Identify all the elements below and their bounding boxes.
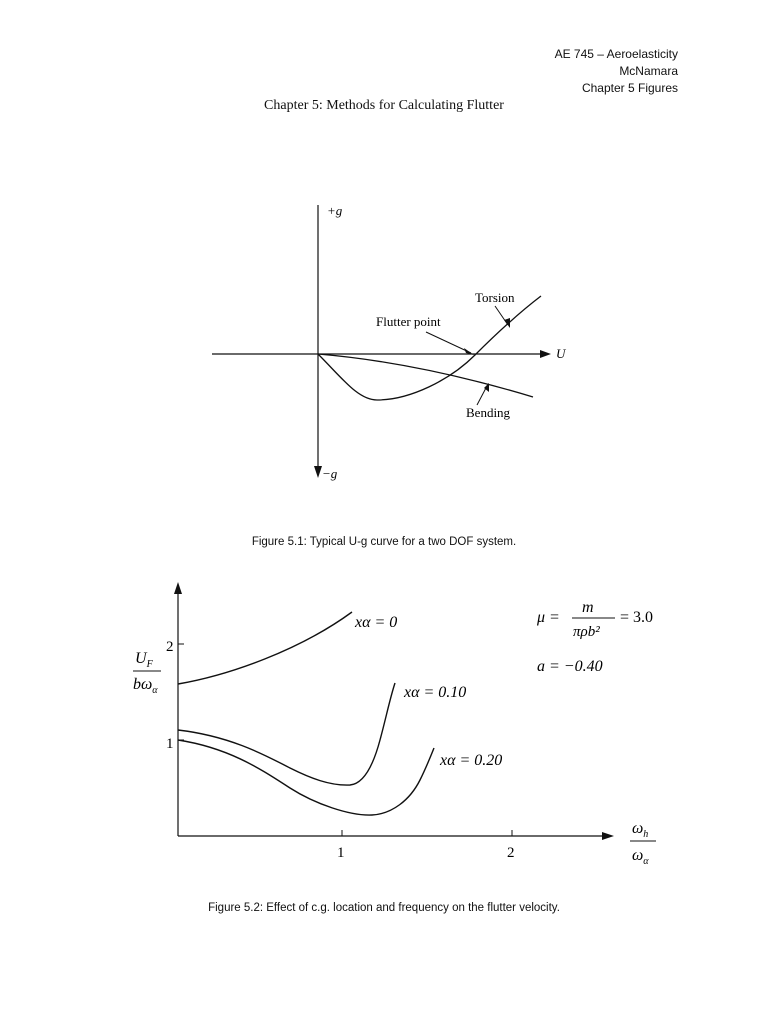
bending-label: Bending [466, 405, 511, 420]
figure-5-1-caption: Figure 5.1: Typical U-g curve for a two DOF system. [251, 536, 517, 548]
svg-text:m: m [582, 599, 594, 616]
svg-text:μ =: μ = [537, 609, 560, 626]
torsion-label: Torsion [475, 290, 515, 305]
curve-xa-0 [178, 612, 352, 684]
curve-xa-0-20 [178, 740, 434, 815]
svg-text:ωα: $\omega_\alpha$ [632, 847, 649, 867]
label-xa-0-20: xα = 0.20 [440, 752, 503, 769]
a-equation: a = −0.40 [537, 658, 603, 675]
course-title: AE 745 – Aeroelasticity [554, 47, 678, 61]
section-title: Chapter 5 Figures [581, 81, 678, 95]
svg-text:= 3.0: = 3.0 [620, 609, 654, 626]
fig2-x-arrow [602, 832, 614, 840]
author-name: McNamara [619, 64, 678, 78]
x-tick-label-2: 2 [507, 845, 515, 861]
figure-5-2-caption: Figure 5.2: Effect of c.g. location and frequency on the flutter velocity. [208, 902, 560, 914]
curve-xa-0-10 [178, 683, 395, 785]
fig1-y-neg-label: −g [322, 466, 338, 481]
x-tick-label-1: 1 [337, 845, 345, 861]
mu-equation [536, 599, 653, 640]
label-xa-0: xα = 0 [355, 614, 398, 631]
y-axis-label [133, 650, 161, 696]
fig2-y-arrow [174, 582, 182, 594]
y-tick-label-2: 2 [166, 639, 174, 655]
fig1-y-pos-label: +g [327, 203, 343, 218]
label-xa-0-10: xα = 0.10 [404, 684, 467, 701]
flutter-point-label: Flutter point [376, 314, 441, 329]
x-axis-label [630, 820, 656, 867]
chapter-title: Chapter 5: Methods for Calculating Flutter [264, 98, 504, 113]
svg-text:ωh: $\omega_h$ [632, 820, 649, 840]
y-tick-label-1: 1 [166, 736, 174, 752]
svg-text:UF: $U_F$ [135, 650, 153, 670]
svg-text:πρb²: πρb² [573, 624, 600, 640]
fig1-x-label: U [556, 346, 566, 361]
svg-text:bωα: $b\omega_\alpha$ [133, 676, 158, 696]
